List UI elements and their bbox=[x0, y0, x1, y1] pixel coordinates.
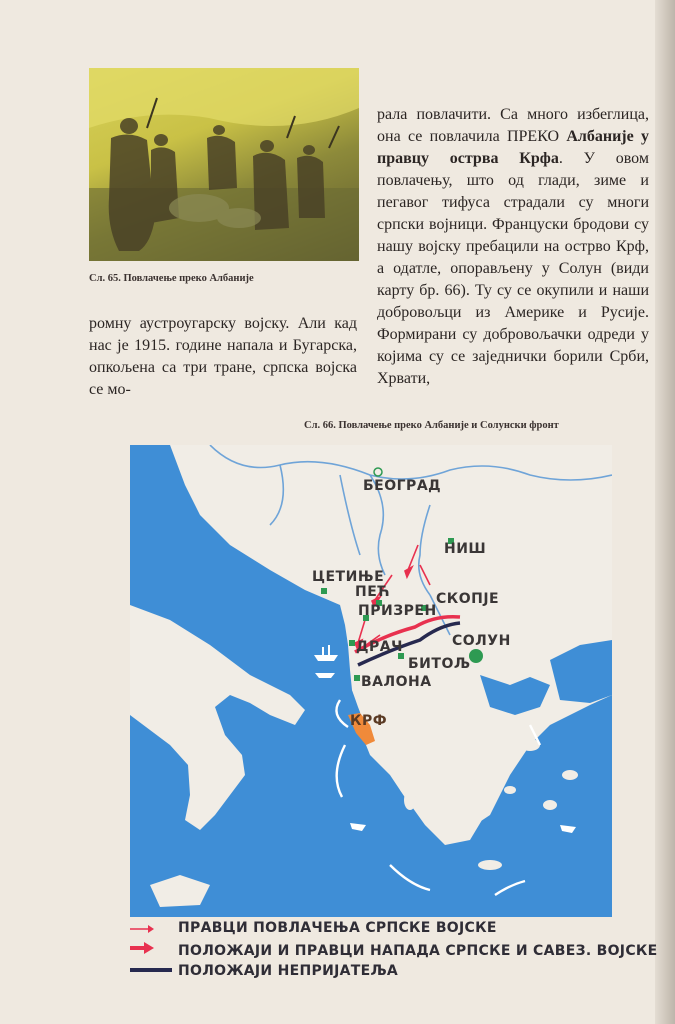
left-text-column bbox=[89, 313, 357, 401]
legend-retreat-symbol bbox=[128, 922, 158, 936]
city-label-cetinje: ЦЕТИЊЕ bbox=[312, 569, 385, 585]
figure-65-caption: Сл. 65. Повлачење преко Албаније bbox=[89, 273, 254, 284]
bold-text-segment: Албаније у правцу острва Крфа bbox=[377, 128, 649, 167]
city-label-prizren: ПРИЗРЕН bbox=[358, 603, 437, 619]
retreat-photo bbox=[89, 68, 359, 261]
city-label-bitolj: БИТОЉ bbox=[408, 656, 471, 672]
city-label-krf: КРФ bbox=[350, 713, 388, 729]
text-segment: . У овом повлачењу, што од глади, зиме и пегавог тифуса страдали су многи српски војници. Француски бродови су нашу војску пребацили на острво Крф, а одатле, опорављену у Солун (види карту бр. 66). Ту су се окупили и наши добровољци из Америке и Русије. Формирани су добровољачки одреди у којима су се заједнички борили Срби, Хрвати, bbox=[377, 150, 649, 387]
text-segment: рала повлачити. Са много избеглица, она се повлачила ПРЕКО bbox=[377, 106, 649, 145]
page-edge-shadow bbox=[655, 0, 675, 1024]
city-label-drac: ДРАЧ bbox=[356, 639, 403, 655]
city-label-valona: ВАЛОНА bbox=[361, 674, 432, 690]
city-label-nis: НИШ bbox=[444, 541, 487, 557]
legend-retreat-label: ПРАВЦИ ПОВЛАЧЕЊА СРПСКЕ ВОЈСКЕ bbox=[178, 920, 497, 936]
left-column-paragraph: ромну аустроугарску војску. Али кад нас је 1915. године напала и Бугарска, опкољена са три тране, српска војска се мо- bbox=[89, 315, 357, 398]
city-label-skopje: СКОПЈЕ bbox=[436, 591, 500, 607]
right-column-paragraph bbox=[377, 104, 649, 390]
city-label-solun: СОЛУН bbox=[452, 633, 511, 649]
city-label-beograd: БЕОГРАД bbox=[363, 478, 442, 494]
right-text-column bbox=[377, 104, 649, 390]
legend-allied-label: ПОЛОЖАЈИ И ПРАВЦИ НАПАДА СРПСКЕ И САВЕЗ. ВОЈСКЕ bbox=[178, 943, 658, 959]
figure-66-caption: Сл. 66. Повлачење преко Албаније и Солунски фронт bbox=[304, 420, 559, 431]
city-label-pec: ПЕЋ bbox=[355, 584, 391, 600]
legend-allied-symbol bbox=[128, 940, 158, 956]
legend-enemy-label: ПОЛОЖАЈИ НЕПРИЈАТЕЉА bbox=[178, 963, 399, 979]
balkans-map bbox=[130, 445, 612, 917]
legend-enemy-symbol bbox=[128, 964, 174, 976]
